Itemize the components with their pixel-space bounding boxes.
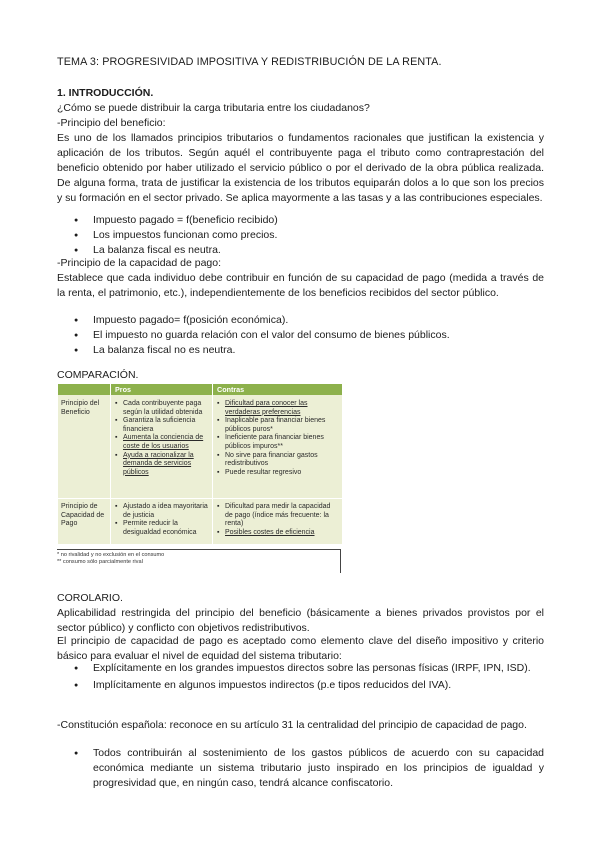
row1-pros-list (115, 400, 209, 477)
table-footnotes (57, 552, 341, 566)
row-divider (58, 498, 342, 499)
intro-question: ¿Cómo se puede distribuir la carga tributaria entre los ciudadanos? (57, 102, 370, 114)
list-item: ● La balanza fiscal no es neutra. (57, 343, 544, 358)
list-item: ● La balanza fiscal es neutra. (57, 243, 544, 258)
list-item: ▪ Dificultad para conocer las verdaderas preferencias (217, 400, 339, 417)
comparison-table (58, 384, 342, 544)
benefit-bullet-list (57, 213, 544, 258)
benefit-label: -Principio del beneficio: (57, 117, 166, 129)
list-item: ▪ Cada contribuyente paga según la utilidad obtenida (115, 400, 209, 417)
row2-contras-list (217, 503, 339, 537)
list-item: ● El impuesto no guarda relación con el valor del consumo de bienes públicos. (57, 328, 544, 343)
list-item: ▪ Puede resultar regresivo (217, 469, 339, 478)
list-item: ▪ Ajustado a idea mayoritaria de justicia (115, 503, 209, 520)
list-item: ● Todos contribuirán al sostenimiento de los gastos públicos de acuerdo con su capacidad económica mediante un sistema tributario justo inspirado en los principios de igualdad y progresividad que, en ningún caso, tendrá alcance confiscatorio. (57, 746, 544, 791)
list-item: ● Impuesto pagado= f(posición económica). (57, 313, 544, 328)
list-item: ● Impuesto pagado = f(beneficio recibido) (57, 213, 544, 228)
row-label-capacidad: Principio de Capacidad de Pago (61, 503, 105, 528)
notes-divider (57, 549, 341, 550)
list-item: ▪ Permite reducir la desigualdad económica (115, 520, 209, 537)
row-label-beneficio: Principio del Beneficio (61, 400, 100, 416)
benefit-paragraph: Es uno de los llamados principios tributarios o fundamentos racionales que justifican la existencia y aplicación de los tributos. Según aquél el contribuyente paga el tributo como contraprestación del beneficio obtenido por haber utilizado el servicio público o por el derivado de la obra pública realizada. De alguna forma, trata de justificar la existencia de los tributos equiparán dolos a lo que son los precios y su formación en el sector privado. Se aplica mayormente a las tasas y a las contribuciones especiales. (57, 132, 544, 204)
column-divider (110, 384, 111, 544)
list-item: ▪ Posibles costes de eficiencia (217, 529, 339, 538)
row1-contras-list (217, 400, 339, 477)
table-header-contras: Contras (213, 384, 342, 395)
row2-pros-list (115, 503, 209, 537)
corolario-paragraph-2: El principio de capacidad de pago es aceptado como elemento clave del diseño impositivo y criterio básico para evaluar el nivel de equidad del sistema tributario: (57, 635, 544, 662)
capacity-bullet-list (57, 313, 544, 358)
list-item: ● Los impuestos funcionan como precios. (57, 228, 544, 243)
list-item: ● Implícitamente en algunos impuestos indirectos (p.e tipos reducidos del IVA). (57, 678, 544, 693)
footnote: * no rivalidad y no exclusión en el consumo (57, 552, 165, 558)
capacity-paragraph: Establece que cada individuo debe contribuir en función de su capacidad de pago (medida a través de la renta, el patrimonio, etc.), independientemente de los beneficios recibidos del sector público. (57, 272, 544, 299)
corolario-label: COROLARIO. (57, 592, 123, 604)
document-title: TEMA 3: PROGRESIVIDAD IMPOSITIVA Y REDISTRIBUCIÓN DE LA RENTA. (57, 56, 442, 68)
list-item: ▪ Garantiza la suficiencia financiera (115, 417, 209, 434)
table-header-pros: Pros (111, 384, 212, 395)
comparison-label: COMPARACIÓN. (57, 369, 139, 381)
list-item: ▪ No sirve para financiar gastos redistributivos (217, 452, 339, 469)
constitution-bullet-list (57, 746, 544, 791)
list-item: ▪ Dificultad para medir la capacidad de pago (índice más frecuente: la renta) (217, 503, 339, 529)
capacity-label: -Principio de la capacidad de pago: (57, 257, 222, 269)
corolario-paragraph-1: Aplicabilidad restringida del principio del beneficio (básicamente a bienes privados provistos por el sector público) y conflicto con objetivos redistributivos. (57, 607, 544, 634)
list-item: ● Explícitamente en los grandes impuestos directos sobre las personas físicas (IRPF, IPN, ISD). (57, 661, 544, 676)
section-heading: 1. INTRODUCCIÓN. (57, 87, 154, 99)
constitution-paragraph: -Constitución española: reconoce en su artículo 31 la centralidad del principio de capacidad de pago. (57, 719, 527, 731)
corolario-bullet-list (57, 661, 544, 693)
column-divider (212, 384, 213, 544)
list-item: ▪ Aumenta la conciencia de coste de los usuarios (115, 434, 209, 451)
list-item: ▪ Ayuda a racionalizar la demanda de servicios públicos (115, 452, 209, 478)
table-header-blank (58, 384, 110, 395)
list-item: ▪ Ineficiente para financiar bienes públicos impuros** (217, 434, 339, 451)
list-item: ▪ Inaplicable para financiar bienes públicos puros* (217, 417, 339, 434)
footnote: ** consumo sólo parcialmente rival (57, 559, 143, 565)
